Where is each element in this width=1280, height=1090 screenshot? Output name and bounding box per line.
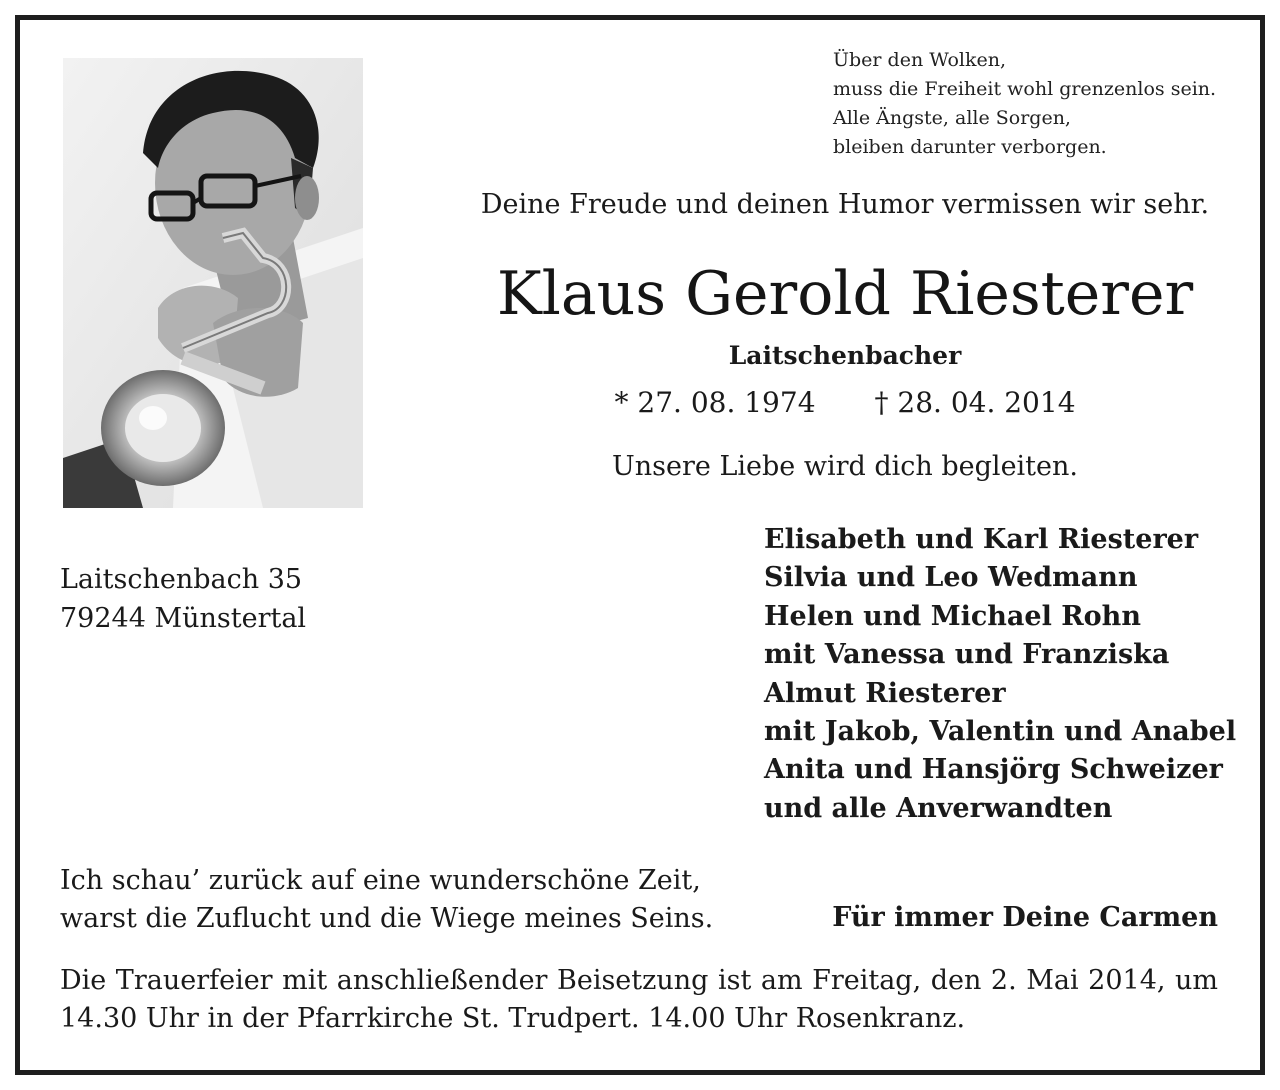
- mourner-line: mit Jakob, Valentin und Anabel: [764, 716, 1237, 748]
- mourner-line: Silvia und Leo Wedmann: [764, 562, 1138, 594]
- address-street: Laitschenbach 35: [60, 564, 303, 595]
- signoff: Für immer Deine Carmen: [832, 902, 1218, 933]
- mourner-line: Almut Riesterer: [764, 677, 1006, 709]
- mourner-line: mit Vanessa und Franziska: [764, 639, 1170, 671]
- address-city: 79244 Münstertal: [60, 603, 307, 634]
- poem-line: muss die Freiheit wohl grenzenlos sein.: [833, 78, 1217, 100]
- birth-date: * 27. 08. 1974: [614, 386, 816, 419]
- deceased-origin: Laitschenbacher: [728, 341, 962, 370]
- verse-line: Ich schau’ zurück auf eine wunderschöne Zeit,: [60, 865, 701, 896]
- deceased-name: Klaus Gerold Riesterer: [496, 259, 1194, 329]
- poem-line: bleiben darunter verborgen.: [833, 136, 1107, 158]
- verse-line: warst die Zuflucht und die Wiege meines Seins.: [60, 903, 714, 934]
- poem-line: Alle Ängste, alle Sorgen,: [833, 107, 1071, 129]
- poem: [833, 46, 1253, 162]
- poem-line: Über den Wolken,: [833, 49, 1007, 71]
- death-date: † 28. 04. 2014: [874, 386, 1076, 419]
- verse: [60, 862, 760, 938]
- portrait-photo: [63, 58, 363, 508]
- tagline: Deine Freude und deinen Humor vermissen wir sehr.: [480, 189, 1210, 220]
- love-line: Unsere Liebe wird dich begleiten.: [612, 451, 1078, 482]
- mourners-list: [764, 521, 1264, 828]
- mourner-line: und alle Anverwandten: [764, 792, 1113, 824]
- mourner-line: Helen und Michael Rohn: [764, 600, 1141, 632]
- ceremony-notice: Die Trauerfeier mit anschließender Beisetzung ist am Freitag, den 2. Mai 2014, um 14.30 Uhr in der Pfarrkirche St. Trudpert. 14.00 Uhr Rosenkranz.: [60, 965, 1218, 1034]
- mourner-line: Anita und Hansjörg Schweizer: [764, 754, 1223, 786]
- address: [60, 560, 460, 638]
- mourner-line: Elisabeth und Karl Riesterer: [764, 524, 1199, 555]
